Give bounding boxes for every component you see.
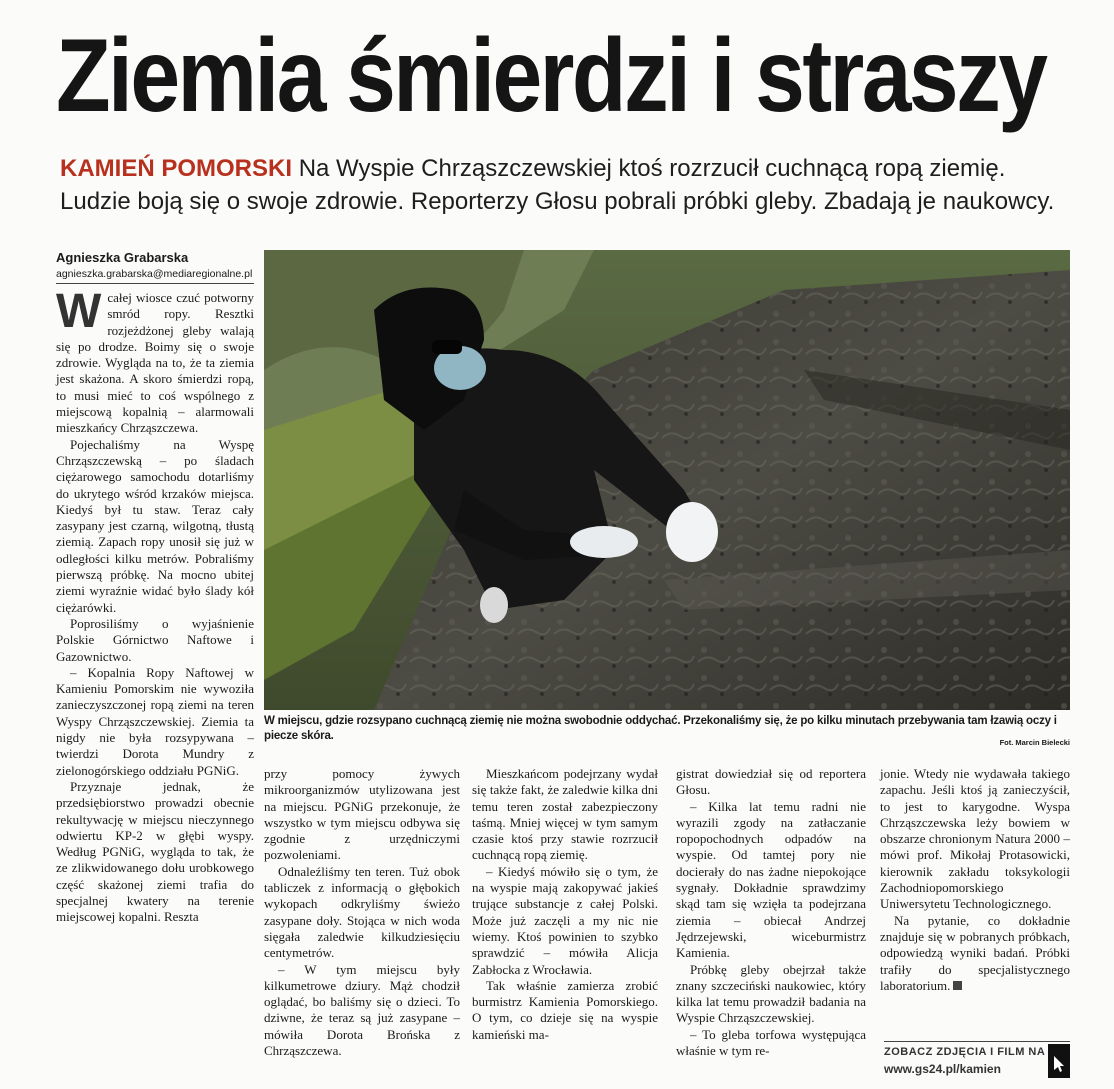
woman-sampling-soil-photo	[264, 250, 1070, 710]
article-paragraph: Wcałej wiosce czuć potworny smród ropy. Resztki rozjeżdżonej gleby walają się po drodze. Boimy się o swoje zdrowie. Wygląda na to, że ta ziemia jest skażona. A skoro śmierdzi ropą, to musi mieć to coś wspólnego z miejscową kopalnią – alarmowali mieszkańcy Chrząszczewa.	[56, 285, 254, 436]
article-paragraph: Mieszkańcom podejrzany wydał się także fakt, że zaledwie kilka dni temu teren został zabezpieczony taśmą. Mniej więcej w tym samym czasie ktoś przy stawie rozrzucił cuchnącą ropą ziemię.	[472, 766, 658, 863]
article-column-2	[264, 766, 460, 1059]
lead-location: KAMIEŃ POMORSKI	[60, 155, 293, 182]
article-column-4	[676, 766, 866, 1059]
article-paragraph: – Kopalnia Ropy Naftowej w Kamieniu Pomorskim nie wywoziła zanieczyszczonej ropą ziemi na teren Wyspy Chrząszczewskiej. Ziemia ta nigdy nie była rozsypywana – twierdzi Dorota Mundry z zielonogórskiego oddziału PGNiG.	[56, 664, 254, 778]
article-paragraph: Poprosiliśmy o wyjaśnienie Polskie Górnictwo Naftowe i Gazownictwo.	[56, 615, 254, 664]
headline: Ziemia śmierdzi i straszy	[56, 18, 1046, 134]
drop-cap: W	[56, 285, 102, 338]
article-paragraph: przy pomocy żywych mikroorganizmów utylizowana jest na miejscu. PGNiG przekonuje, że wszystko w tym miejscu odbywa się zgodnie z urzędniczymi pozwoleniami.	[264, 766, 460, 863]
article-paragraph: – Kiedyś mówiło się o tym, że na wyspie mają zakopywać jakieś trujące substancje z całej Polski. Może już zaczęli a my nic nie wiemy. Ktoś powinien to szybko sprawdzić – mówiła Alicja Zabłocka z Wrocławia.	[472, 863, 658, 977]
article-photo	[264, 250, 1070, 710]
promo-label: ZOBACZ ZDJĘCIA I FILM NA	[884, 1046, 1046, 1058]
article-paragraph: jonie. Wtedy nie wydawała takiego zapachu. Jeśli ktoś ją zanieczyścił, to jest to karygodne. Wyspa Chrząszczewska leży bowiem w obszarze chronionym Natura 2000 – mówi prof. Mikołaj Protasowicki, kierownik zakładu toksykologii Zachodniopomorskiego Uniwersytetu Technologicznego.	[880, 766, 1070, 912]
article-column-5	[880, 766, 1070, 994]
promo-link[interactable]: www.gs24.pl/kamien	[884, 1062, 1001, 1076]
article-paragraph: – To gleba torfowa występująca właśnie w tym re-	[676, 1026, 866, 1059]
author-email: agnieszka.grabarska@mediaregionalne.pl	[56, 268, 253, 280]
article-paragraph: – Kilka lat temu radni nie wyrazili zgody na zatłaczanie ropopochodnych odpadów na wyspie. Od tamtej pory nie docierały do nas żadne niepokojące sygnały. Dokładnie sprawdzimy skąd tam się wzięła ta podejrzana ziemia – obiecał Andrzej Jędrzejewski, wiceburmistrz Kamienia.	[676, 798, 866, 961]
article-paragraph: Na pytanie, co dokładnie znajduje się w pobranych próbkach, odpowiedzą wyniki badań. Próbki trafiły do specjalistycznego laboratorium.	[880, 912, 1070, 993]
lead-paragraph	[60, 152, 1070, 218]
article-paragraph: Odnaleźliśmy ten teren. Tuż obok tabliczek z informacją o głębokich wykopach odkryliśmy świeżo zasypane doły. Stojąca w nich woda sięgała zaledwie kilkudziesięciu centymetrów.	[264, 863, 460, 961]
article-column-3	[472, 766, 658, 1043]
article-paragraph: – W tym miejscu były kilkumetrowe dziury. Mąż chodził oglądać, bo baliśmy się o dzieci. To dziwne, że teraz są już zasypane – mówiła Dorota Brońska z Chrząszczewa.	[264, 961, 460, 1059]
article-paragraph: Przyznaje jednak, że przedsiębiorstwo prowadzi obecnie rekultywację w miejscu nieczynnego odwiertu KP-2 w głębi wyspy. Według PGNiG, wygląda to tak, że ze zlikwidowanego dołu urobkowego część skażonej ziemi trafia do specjalnej kwatery na terenie miejscowej kopalni. Reszta	[56, 778, 254, 925]
photo-credit: Fot. Marcin Bielecki	[999, 738, 1070, 747]
article-paragraph: Tak właśnie zamierza zrobić burmistrz Kamienia Pomorskiego. O tym, co dzieje się na wyspie kamieński ma-	[472, 977, 658, 1042]
article-paragraph: gistrat dowiedział się od reportera Głosu.	[676, 766, 866, 798]
photo-caption: W miejscu, gdzie rozsypano cuchnącą ziemię nie można swobodnie oddychać. Przekonaliśmy się, że po kilku minutach przebywania tam łzawią oczy i piecze skóra.	[264, 715, 1057, 742]
promo-rule	[884, 1041, 1070, 1042]
lead-text: Na Wyspie Chrząszczewskiej ktoś rozrzucił cuchnącą ropą ziemię. Ludzie boją się o swoje zdrowie. Reporterzy Głosu pobrali próbki gleby. Zbadają je naukowcy.	[60, 155, 1055, 215]
article-paragraph: Pojechaliśmy na Wyspę Chrząszczewską – po śladach ciężarowego samochodu dotarliśmy do ukrytego wśród krzaków miejsca. Kiedyś był tu staw. Teraz cały zasypany jest czarną, wilgotną, tłustą ziemią. Zapach ropy unosił się już w odległości kilku metrów. Pobraliśmy pierwszą próbkę. Na mocno ubitej ziemi wyraźnie widać było ślady kół ciężarówki.	[56, 436, 254, 615]
article-column-1	[56, 285, 254, 926]
end-of-article-mark	[953, 981, 962, 990]
author-name: Agnieszka Grabarska	[56, 250, 189, 265]
cursor-arrow-icon	[1048, 1044, 1070, 1078]
byline-rule	[56, 283, 254, 284]
article-paragraph: Próbkę gleby obejrzał także znany szczeciński naukowiec, który kilka lat temu prowadził badania na Wyspie Chrząszczewskiej.	[676, 961, 866, 1026]
